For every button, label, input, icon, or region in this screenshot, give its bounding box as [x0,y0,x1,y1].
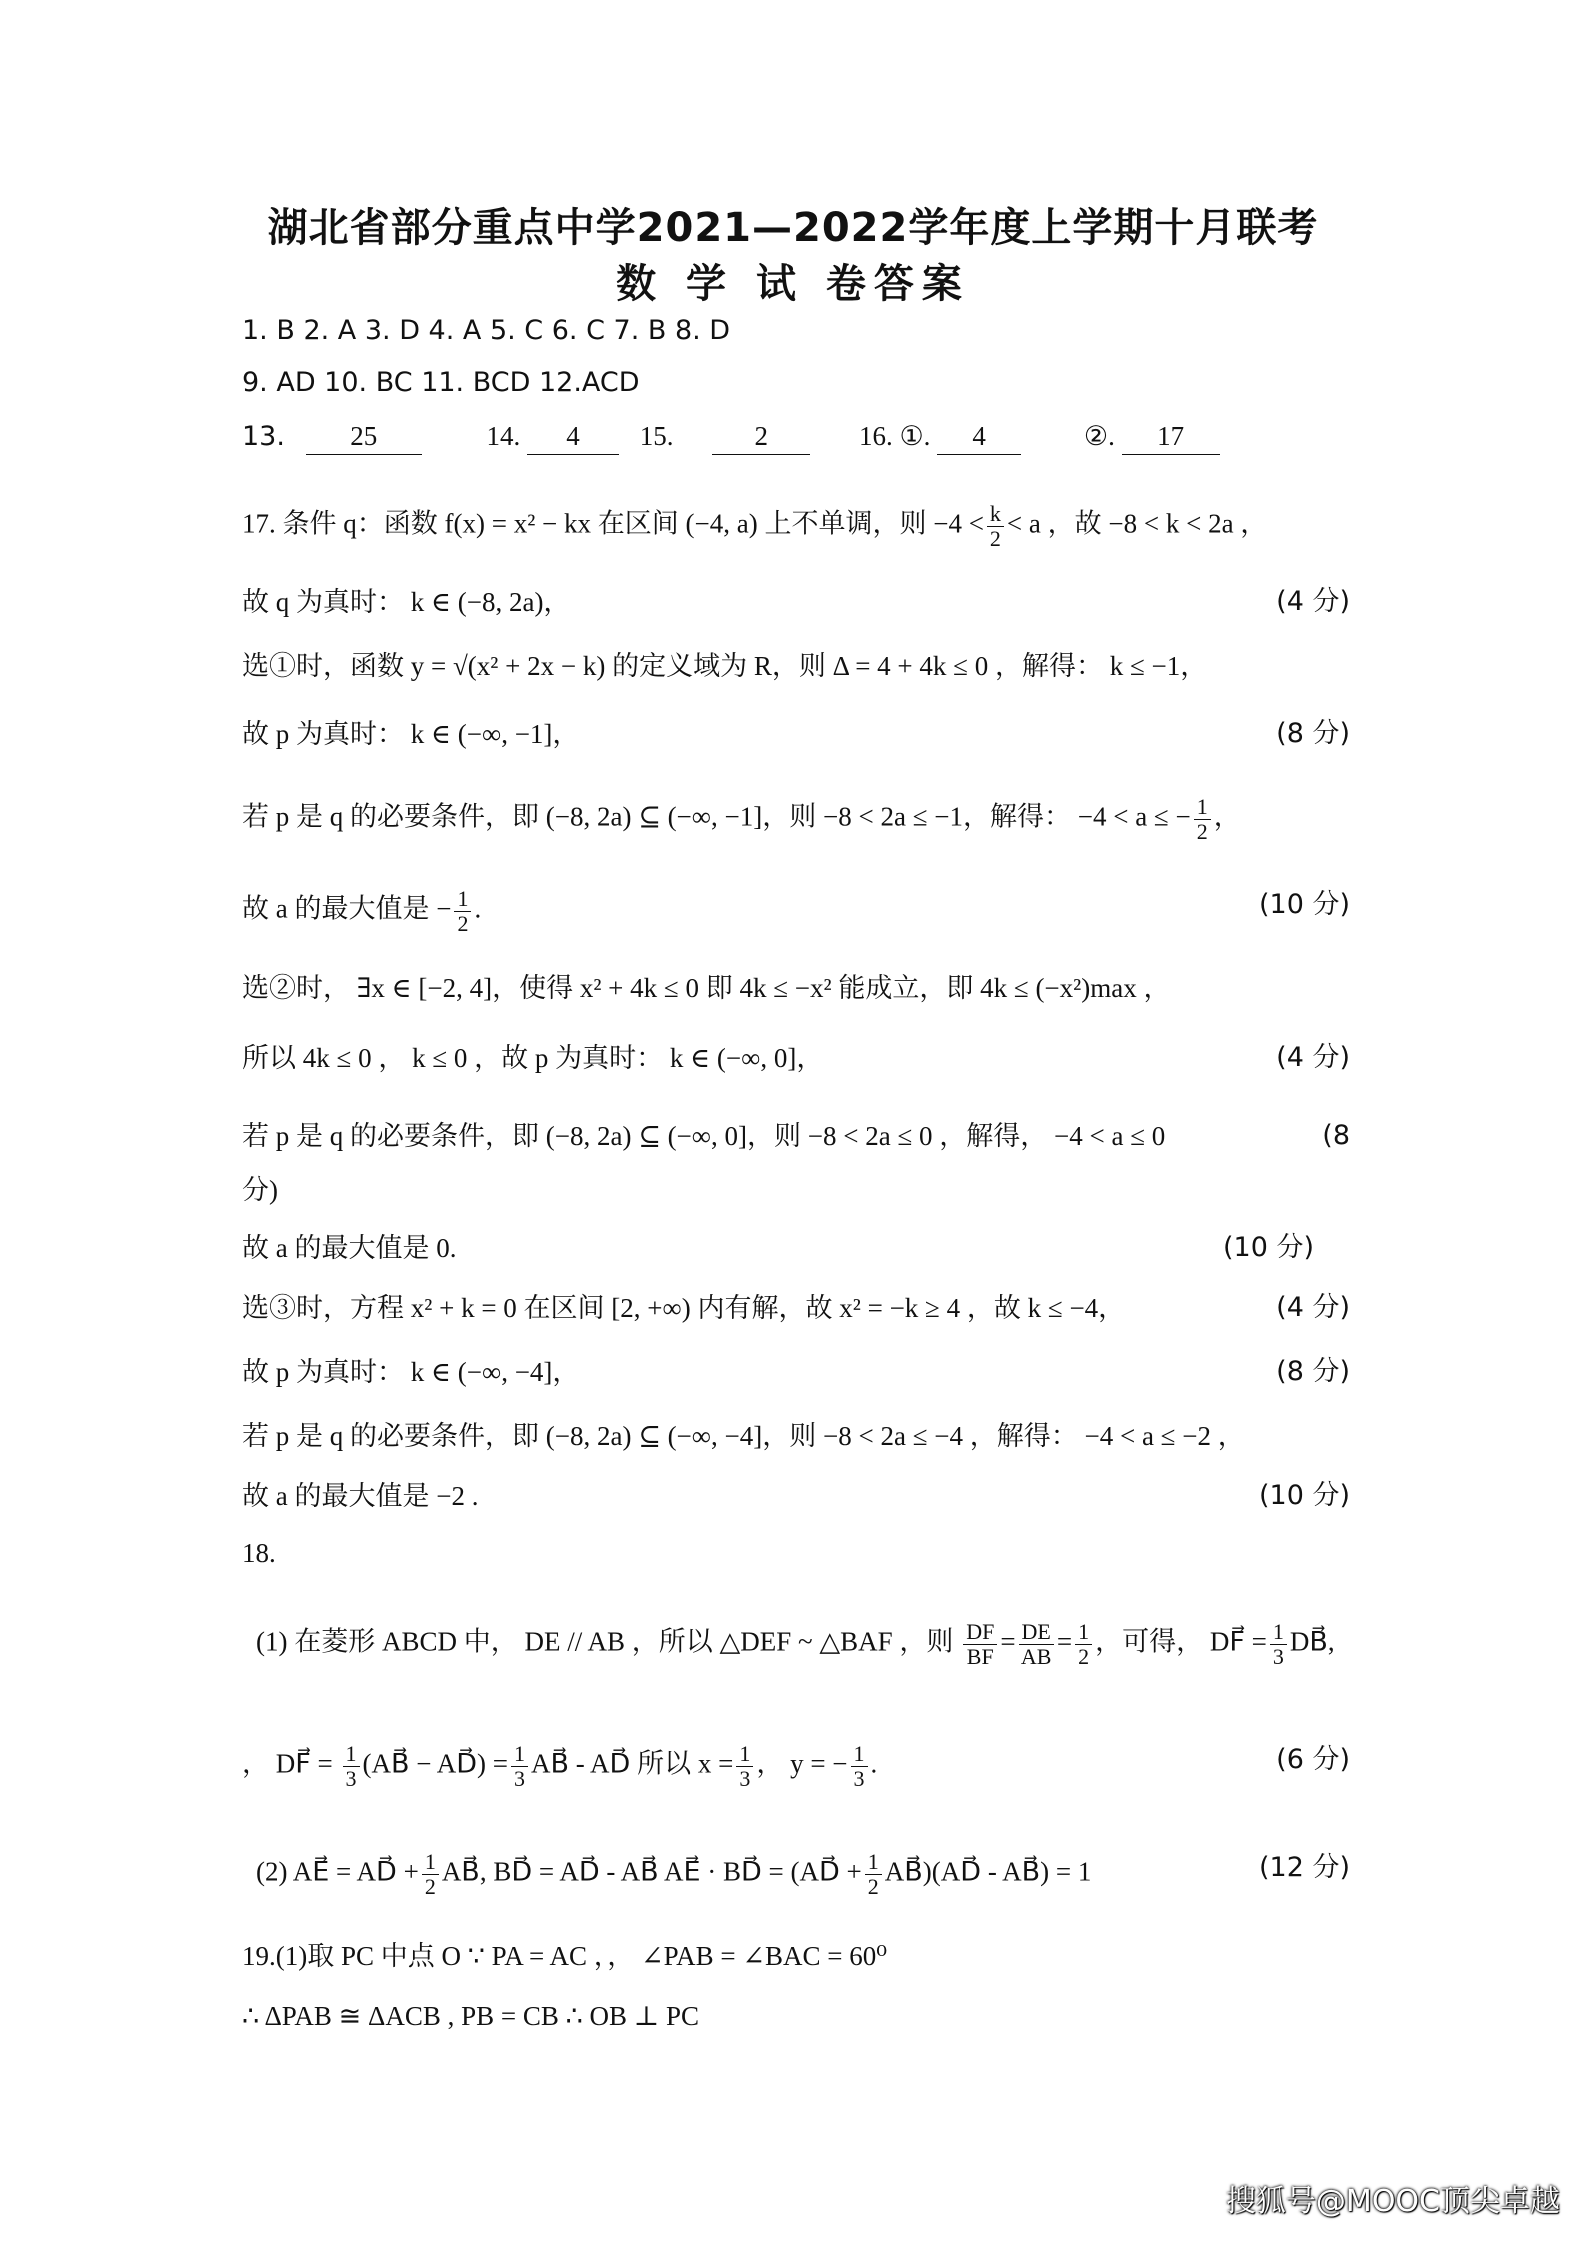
q17-line-10: 分) [242,1175,278,1205]
score-label: (4 分) [1276,586,1350,617]
q16-label-2: ②. [1083,421,1115,451]
sohu-watermark: 搜狐号@MOOC顶尖卓越 [1225,2184,1560,2219]
q17-line-4: 故 p 为真时： k ∈ (−∞, −1]， (8 分) [242,716,1350,752]
q17-line-9: 若 p 是 q 的必要条件，即 (−8, 2a) ⊆ (−∞, 0]，则 −8 < 2a ≤ 0 ，解得， −4 < a ≤ 0 (8 [242,1118,1350,1154]
q17-line-1: 17. 条件 q：函数 f(x) = x² − kx 在区间 (−4, a) 上不单调，则 −4 < $\frac{k}{2}$ < a ，故 −8 < k < 2a ， [242,501,1268,551]
q15-answer: 2 [712,418,810,455]
choice-answers-row-2: 9. AD 10. BC 11. BCD 12.ACD [242,367,640,398]
q17-line-15: 故 a 的最大值是 −2 . (10 分) [242,1478,1350,1514]
q13-label: 13. [242,421,285,452]
score-label: (8 分) [1276,1356,1350,1387]
score-label: (10 分) [1258,1480,1350,1511]
q17-line-5: 若 p 是 q 的必要条件，即 (−8, 2a) ⊆ (−∞, −1]，则 −8 < 2a ≤ −1，解得： −4 < a ≤ − $\frac{1}{2}$ ， [242,794,1241,844]
exam-subtitle: 数 学 试 卷答案 [616,261,970,307]
q17-line-8: 所以 4k ≤ 0 ， k ≤ 0 ，故 p 为真时： k ∈ (−∞, 0]， (4 分) [242,1040,1350,1076]
choice-answers-row-1: 1. B 2. A 3. D 4. A 5. C 6. C 7. B 8. D [242,315,731,346]
score-label: (8 分) [1276,718,1350,749]
q14-label: 14. [486,421,521,451]
score-label: (4 分) [1276,1042,1350,1073]
q19-line-2: ∴ ΔPAB ≅ ΔACB , PB = CB ∴ OB ⊥ PC [242,2001,699,2031]
q17-line-12: 选③时，方程 x² + k = 0 在区间 [2, +∞) 内有解，故 x² = −k ≥ 4 ，故 k ≤ −4， (4 分) [242,1290,1350,1326]
q16-answer-2: 17 [1122,418,1220,455]
q18-part-1-line: (1) 在菱形 ABCD 中， DE // AB ，所以 △DEF ~ △BAF ，则 $\frac{DF}{BF}$ = $\frac{DE}{AB}$ = $\frac{1}{2}$ ，可得， DF⃗ = $\frac{1}{3}$ DB⃗, [256,1619,1335,1669]
score-label: (10 分) [1258,889,1350,920]
score-label: (4 分) [1276,1292,1350,1323]
score-label: (6 分) [1276,1744,1350,1775]
q17-line-13: 故 p 为真时： k ∈ (−∞, −4]， (8 分) [242,1354,1350,1390]
q13-answer: 25 [306,418,422,455]
score-label: (12 分) [1258,1852,1350,1883]
score-label: (8 [1322,1120,1350,1151]
q18-part-2-line: (2) AE⃗ = AD⃗ + $\frac{1}{2}$ AB⃗, BD⃗ = AD⃗ - AB⃗ AE⃗ · BD⃗ = (AD⃗ + $\frac{1}{2}$ AB⃗)(AD⃗ - AB⃗) = 1 (12 分) [256,1849,1350,1899]
q17-line-7: 选②时， ∃x ∈ [−2, 4]，使得 x² + 4k ≤ 0 即 4k ≤ −x² 能成立，即 4k ≤ (−x²)max ， [242,973,1171,1003]
q15-label: 15. [639,421,674,451]
q19-line-1: 19.(1)取 PC 中点 O ∵ PA = AC ，， ∠PAB = ∠BAC = 60⁰ [242,1941,888,1971]
q17-line-6: 故 a 的最大值是 − $\frac{1}{2}$ . (10 分) [242,886,1350,936]
exam-title: 湖北省部分重点中学2021—2022学年度上学期十月联考 [267,205,1319,251]
fill-in-answers [242,418,1350,455]
q17-line-14: 若 p 是 q 的必要条件，即 (−8, 2a) ⊆ (−∞, −4]，则 −8 < 2a ≤ −4 ，解得： −4 < a ≤ −2 ， [242,1421,1245,1451]
q16-answer-1: 4 [937,418,1021,455]
q17-line-2: 故 q 为真时： k ∈ (−8, 2a)， (4 分) [242,584,1350,620]
q18-heading: 18. [242,1538,276,1568]
q16-label: 16. ①. [858,421,931,451]
q17-line-3: 选①时，函数 y = √(x² + 2x − k) 的定义域为 R，则 Δ = 4 + 4k ≤ 0 ，解得： k ≤ −1， [242,651,1208,681]
score-label: (10 分) [1222,1232,1314,1263]
q17-line-11: 故 a 的最大值是 0. (10 分) [242,1230,1350,1266]
q14-answer: 4 [527,418,619,455]
q18-part-1-result: ， DF⃗ = $\frac{1}{3}$ (AB⃗ − AD⃗) = $\frac{1}{3}$ AB⃗ - AD⃗ 所以 x = $\frac{1}{3}$ ， y = − $\frac{1}{3}$ . (6 分) [242,1741,1350,1791]
